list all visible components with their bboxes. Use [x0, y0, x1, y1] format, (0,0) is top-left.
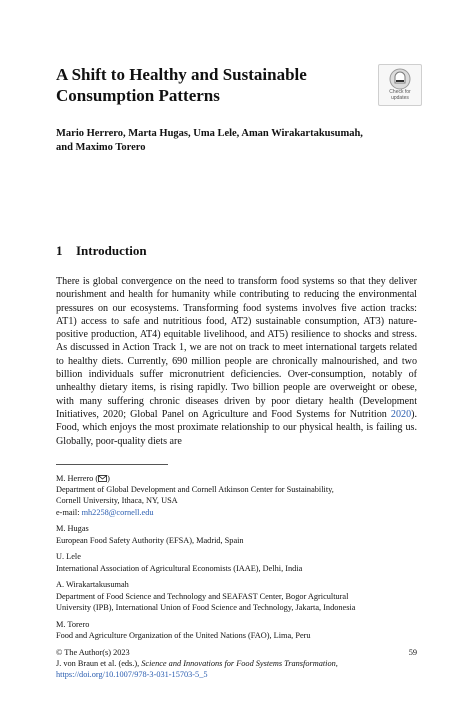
- section-heading: [56, 243, 356, 259]
- body-text-part-2: ). Food, which enjoys the most proximate relationship to our physical health, is failing us. Globally, poor-quality diets are: [56, 408, 417, 447]
- affiliation-herrero: [56, 473, 417, 518]
- email-label: e-mail:: [56, 507, 82, 517]
- badge-text-line-2: updates: [391, 94, 409, 101]
- book-title: Science and Innovations for Food Systems Transformation: [141, 659, 336, 669]
- title-line-2: Consumption Patterns: [56, 86, 220, 105]
- affiliation-herrero-line-2: Cornell University, Ithaca, NY, USA: [56, 496, 178, 506]
- authors-line-1: Mario Herrero, Marta Hugas, Uma Lele, Aman Wirakartakusumah,: [56, 128, 363, 139]
- citation-editors: J. von Braun et al. (eds.),: [56, 659, 142, 669]
- affiliation-torero: [56, 619, 417, 641]
- affiliation-lele: [56, 551, 417, 573]
- affiliation-herrero-line-1: Department of Global Development and Cornell Atkinson Center for Sustainability,: [56, 485, 334, 495]
- body-text: [56, 275, 417, 448]
- check-for-updates-badge[interactable]: [378, 64, 422, 106]
- author-name-torero: M. Torero: [56, 619, 90, 629]
- author-name-lele: U. Lele: [56, 552, 81, 562]
- book-citation: [56, 658, 417, 669]
- copyright-text: © The Author(s) 2023: [56, 648, 130, 657]
- affiliation-hugas-line-1: European Food Safety Authority (EFSA), Madrid, Spain: [56, 535, 244, 545]
- email-link[interactable]: mh2258@cornell.edu: [81, 507, 154, 517]
- page-number: 59: [408, 648, 417, 657]
- page-footer: [56, 647, 417, 681]
- citation-comma: ,: [335, 659, 338, 669]
- author-name-herrero-close: ): [107, 474, 110, 483]
- affiliation-wirakartakusumah-line-2: University (IPB), International Union of Food Science and Technology, Jakarta, Indonesia: [56, 602, 356, 612]
- doi-link[interactable]: https://doi.org/10.1007/978-3-031-15703-5_5: [56, 670, 208, 680]
- affiliation-lele-line-1: International Association of Agricultural Economists (IAAE), Delhi, India: [56, 563, 303, 573]
- citation-link-2020[interactable]: 2020: [390, 408, 412, 420]
- badge-text-line-1: Check for: [389, 89, 411, 95]
- body-text-part-1: There is global convergence on the need to transform food systems so that they deliver nourishment and health for humanity while contributing to reducing the environmental pressures on our ecosystems. Transforming food systems involves five action tracks: AT1) access to safe and nutritious food, AT2) sustainable consumption, AT3) nature-positive production, AT4) equitable livelihood, and AT5) resilience to shocks and stress. As discussed in Action Track 1, we are not on track to meet international targets related to healthy diets. Currently, 690 million people are chronically malnourished, and two billion individuals suffer micronutrient deficiencies. Over-consumption, notably of unhealthy dietary items, is rising rapidly. Two billion people are overweight or obese, with many suffering chronic diseases driven by poor dietary health (Development Initiatives, 2020; Global Panel on Agriculture and Food Systems for Nutrition: [56, 276, 417, 420]
- title-line-1: A Shift to Healthy and Sustainable: [56, 65, 307, 84]
- section-number: 1: [56, 243, 63, 258]
- envelope-icon: [98, 475, 107, 482]
- section-title: Introduction: [76, 243, 147, 258]
- affiliation-hugas: [56, 523, 417, 545]
- author-name-hugas: M. Hugas: [56, 524, 89, 534]
- affiliation-wirakartakusumah-line-1: Department of Food Science and Technology and SEAFAST Center, Bogor Agricultural: [56, 591, 349, 601]
- affiliation-wirakartakusumah: [56, 579, 417, 613]
- author-list: [56, 127, 426, 155]
- author-name-herrero: M. Herrero (: [56, 474, 99, 483]
- check-for-updates-icon: [389, 68, 411, 90]
- author-affiliations: [56, 473, 417, 647]
- footnote-divider: [56, 464, 168, 465]
- affiliation-torero-line-1: Food and Agriculture Organization of the United Nations (FAO), Lima, Peru: [56, 630, 311, 640]
- body-paragraph: [56, 275, 417, 448]
- paper-title: [56, 64, 356, 106]
- authors-line-2: and Maximo Torero: [56, 142, 146, 153]
- author-name-wirakartakusumah: A. Wirakartakusumah: [56, 580, 129, 590]
